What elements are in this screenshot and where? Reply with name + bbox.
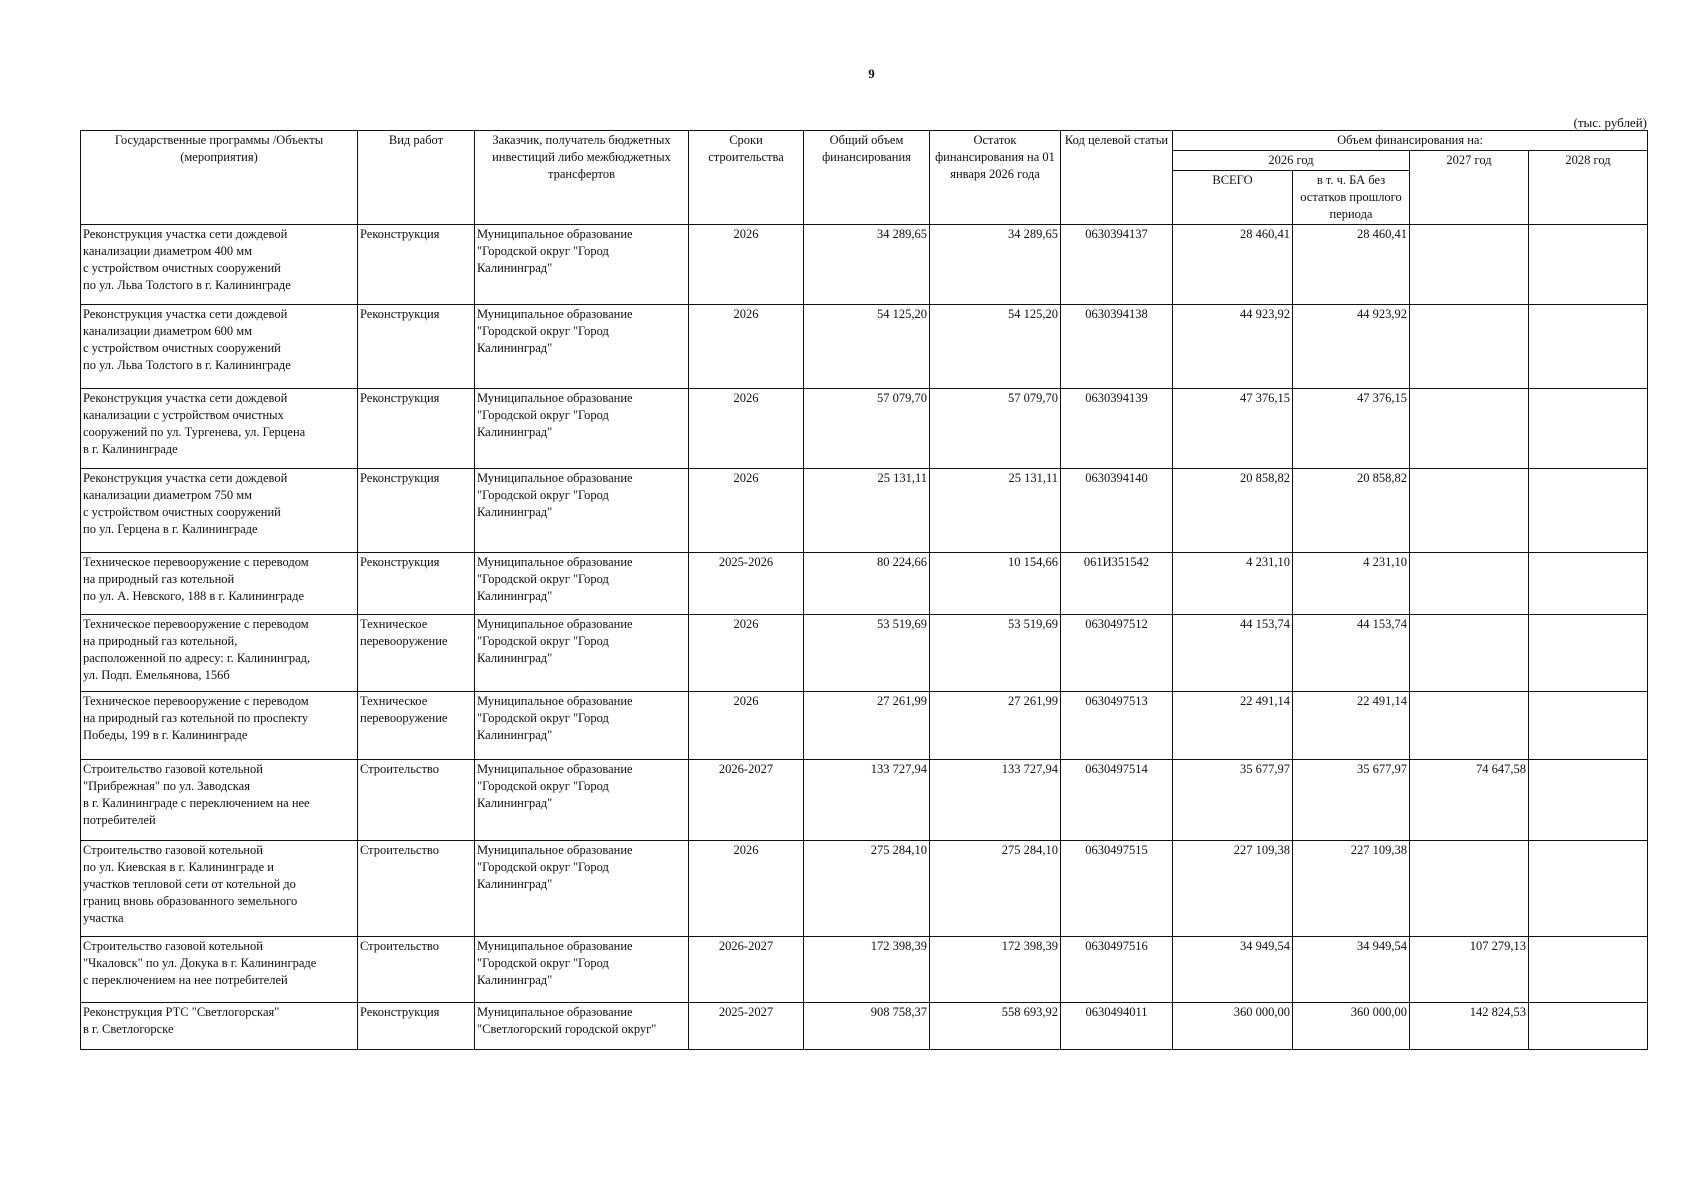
cell-code: 0630394139: [1061, 389, 1173, 469]
cell-2026-total: 47 376,15: [1173, 389, 1293, 469]
cell-2026-total: 22 491,14: [1173, 692, 1293, 760]
cell-2027: 74 647,58: [1410, 760, 1529, 841]
cell-work-type: Строительство: [358, 760, 475, 841]
cell-2026-ba: 47 376,15: [1293, 389, 1410, 469]
cell-period: 2026-2027: [689, 760, 804, 841]
cell-customer: Муниципальное образование "Городской округ "Город Калининград": [475, 553, 689, 615]
cell-remainder: 34 289,65: [930, 225, 1061, 305]
cell-customer: Муниципальное образование "Городской округ "Город Калининград": [475, 692, 689, 760]
cell-2028: [1529, 760, 1648, 841]
cell-2026-ba: 44 923,92: [1293, 305, 1410, 389]
cell-2026-total: 44 923,92: [1173, 305, 1293, 389]
cell-code: 0630497515: [1061, 841, 1173, 937]
cell-2026-total: 227 109,38: [1173, 841, 1293, 937]
cell-2026-ba: 28 460,41: [1293, 225, 1410, 305]
cell-work-type: Реконструкция: [358, 225, 475, 305]
cell-remainder: 10 154,66: [930, 553, 1061, 615]
cell-code: 0630394137: [1061, 225, 1173, 305]
table-row: [81, 760, 1648, 841]
page-number: 9: [868, 66, 875, 81]
header-funding: Объем финансирования на:: [1173, 131, 1648, 151]
cell-code: 0630394140: [1061, 469, 1173, 553]
units-label: (тыс. рублей): [1573, 115, 1647, 130]
cell-2026-ba: 20 858,82: [1293, 469, 1410, 553]
cell-total: 908 758,37: [804, 1003, 930, 1050]
cell-2027: [1410, 305, 1529, 389]
cell-remainder: 275 284,10: [930, 841, 1061, 937]
cell-work-type: Реконструкция: [358, 305, 475, 389]
cell-program: Реконструкция участка сети дождевой канализации диаметром 750 мм с устройством очистных сооружений по ул. Герцена в г. Калининграде: [83, 471, 288, 536]
cell-remainder: 57 079,70: [930, 389, 1061, 469]
cell-remainder: 172 398,39: [930, 937, 1061, 1003]
cell-program: Техническое перевооружение с переводом на природный газ котельной по проспекту Победы, 199 в г. Калининграде: [83, 694, 309, 742]
cell-2028: [1529, 469, 1648, 553]
cell-customer: Муниципальное образование "Городской округ "Город Калининград": [475, 389, 689, 469]
cell-remainder: 27 261,99: [930, 692, 1061, 760]
table-row: [81, 305, 1648, 389]
table-row: [81, 615, 1648, 692]
table-row: [81, 1003, 1648, 1050]
cell-2027: 142 824,53: [1410, 1003, 1529, 1050]
cell-2026-total: 360 000,00: [1173, 1003, 1293, 1050]
cell-customer: Муниципальное образование "Светлогорский городской округ": [475, 1003, 689, 1050]
cell-2026-ba: 44 153,74: [1293, 615, 1410, 692]
cell-2028: [1529, 692, 1648, 760]
cell-2026-ba: 34 949,54: [1293, 937, 1410, 1003]
cell-2027: [1410, 615, 1529, 692]
cell-2026-ba: 35 677,97: [1293, 760, 1410, 841]
header-2026-ba: в т. ч. БА без остатков прошлого периода: [1293, 171, 1410, 225]
cell-2027: [1410, 692, 1529, 760]
cell-work-type: Строительство: [358, 841, 475, 937]
cell-period: 2026: [689, 225, 804, 305]
cell-program: Строительство газовой котельной по ул. Киевская в г. Калининграде и участков тепловой сети от котельной до границ вновь образованного земельного участка: [83, 843, 298, 925]
cell-period: 2025-2026: [689, 553, 804, 615]
cell-remainder: 54 125,20: [930, 305, 1061, 389]
cell-2026-total: 34 949,54: [1173, 937, 1293, 1003]
header-customer: Заказчик, получатель бюджетных инвестиций либо межбюджетных трансфертов: [475, 131, 689, 225]
header-period: Сроки строительства: [689, 131, 804, 225]
cell-2028: [1529, 841, 1648, 937]
cell-2026-ba: 22 491,14: [1293, 692, 1410, 760]
table-row: [81, 469, 1648, 553]
cell-total: 133 727,94: [804, 760, 930, 841]
cell-2028: [1529, 305, 1648, 389]
cell-2027: [1410, 389, 1529, 469]
cell-customer: Муниципальное образование "Городской округ "Город Калининград": [475, 615, 689, 692]
cell-total: 80 224,66: [804, 553, 930, 615]
cell-2028: [1529, 225, 1648, 305]
cell-period: 2025-2027: [689, 1003, 804, 1050]
cell-total: 54 125,20: [804, 305, 930, 389]
cell-total: 57 079,70: [804, 389, 930, 469]
cell-work-type: Реконструкция: [358, 1003, 475, 1050]
cell-code: 0630497513: [1061, 692, 1173, 760]
cell-customer: Муниципальное образование "Городской округ "Город Калининград": [475, 225, 689, 305]
cell-2028: [1529, 937, 1648, 1003]
cell-2028: [1529, 1003, 1648, 1050]
cell-program: Реконструкция участка сети дождевой канализации с устройством очистных сооружений по ул. Тургенева, ул. Герцена в г. Калининграде: [83, 391, 306, 456]
cell-total: 27 261,99: [804, 692, 930, 760]
cell-customer: Муниципальное образование "Городской округ "Город Калининград": [475, 937, 689, 1003]
cell-code: 0630497516: [1061, 937, 1173, 1003]
cell-code: 0630394138: [1061, 305, 1173, 389]
cell-period: 2026: [689, 615, 804, 692]
cell-total: 34 289,65: [804, 225, 930, 305]
cell-program: Строительство газовой котельной "Чкаловск" по ул. Докука в г. Калининграде с переключением на нее потребителей: [83, 939, 317, 987]
cell-work-type: Реконструкция: [358, 553, 475, 615]
cell-customer: Муниципальное образование "Городской округ "Город Калининград": [475, 760, 689, 841]
cell-total: 172 398,39: [804, 937, 930, 1003]
cell-period: 2026: [689, 841, 804, 937]
header-program: Государственные программы /Объекты (мероприятия): [81, 131, 358, 225]
cell-2027: [1410, 553, 1529, 615]
cell-2026-total: 35 677,97: [1173, 760, 1293, 841]
header-year-2027: 2027 год: [1410, 151, 1529, 225]
cell-2026-total: 20 858,82: [1173, 469, 1293, 553]
cell-remainder: 133 727,94: [930, 760, 1061, 841]
financing-table: [80, 130, 1648, 1050]
header-total: Общий объем финансирования: [804, 131, 930, 225]
header-year-2026: 2026 год: [1173, 151, 1410, 171]
cell-2026-total: 44 153,74: [1173, 615, 1293, 692]
cell-period: 2026: [689, 692, 804, 760]
cell-code: 061И351542: [1061, 553, 1173, 615]
cell-remainder: 53 519,69: [930, 615, 1061, 692]
cell-program: Техническое перевооружение с переводом на природный газ котельной по ул. А. Невского, 188 в г. Калининграде: [83, 555, 309, 603]
cell-2027: [1410, 225, 1529, 305]
cell-period: 2026: [689, 305, 804, 389]
cell-2028: [1529, 615, 1648, 692]
cell-total: 275 284,10: [804, 841, 930, 937]
cell-program: Реконструкция участка сети дождевой канализации диаметром 600 мм с устройством очистных сооружений по ул. Льва Толстого в г. Калининграде: [83, 307, 291, 372]
cell-work-type: Строительство: [358, 937, 475, 1003]
cell-customer: Муниципальное образование "Городской округ "Город Калининград": [475, 841, 689, 937]
header-code: Код целевой статьи: [1061, 131, 1173, 225]
cell-remainder: 25 131,11: [930, 469, 1061, 553]
cell-2027: 107 279,13: [1410, 937, 1529, 1003]
table-row: [81, 841, 1648, 937]
cell-total: 25 131,11: [804, 469, 930, 553]
cell-2027: [1410, 841, 1529, 937]
cell-remainder: 558 693,92: [930, 1003, 1061, 1050]
cell-program: Техническое перевооружение с переводом на природный газ котельной, расположенной по адресу: г. Калининград, ул. Подп. Емельянова, 156б: [83, 617, 311, 682]
header-remainder: Остаток финансирования на 01 января 2026 года: [930, 131, 1061, 225]
cell-2028: [1529, 553, 1648, 615]
table-row: [81, 692, 1648, 760]
header-work-type: Вид работ: [358, 131, 475, 225]
table-row: [81, 389, 1648, 469]
cell-2026-ba: 4 231,10: [1293, 553, 1410, 615]
table-row: [81, 553, 1648, 615]
cell-work-type: Реконструкция: [358, 469, 475, 553]
cell-2026-ba: 360 000,00: [1293, 1003, 1410, 1050]
cell-period: 2026: [689, 389, 804, 469]
cell-period: 2026-2027: [689, 937, 804, 1003]
cell-2026-total: 28 460,41: [1173, 225, 1293, 305]
header-year-2028: 2028 год: [1529, 151, 1648, 225]
cell-program: Реконструкция участка сети дождевой канализации диаметром 400 мм с устройством очистных сооружений по ул. Льва Толстого в г. Калининграде: [83, 227, 291, 292]
cell-period: 2026: [689, 469, 804, 553]
table-row: [81, 937, 1648, 1003]
cell-work-type: Техническое перевооружение: [358, 615, 475, 692]
cell-2026-total: 4 231,10: [1173, 553, 1293, 615]
cell-code: 0630497512: [1061, 615, 1173, 692]
cell-work-type: Реконструкция: [358, 389, 475, 469]
cell-code: 0630497514: [1061, 760, 1173, 841]
cell-total: 53 519,69: [804, 615, 930, 692]
cell-customer: Муниципальное образование "Городской округ "Город Калининград": [475, 469, 689, 553]
cell-work-type: Техническое перевооружение: [358, 692, 475, 760]
cell-program: Реконструкция РТС "Светлогорская" в г. Светлогорске: [83, 1005, 280, 1036]
cell-2026-ba: 227 109,38: [1293, 841, 1410, 937]
header-2026-total: ВСЕГО: [1173, 171, 1293, 225]
cell-customer: Муниципальное образование "Городской округ "Город Калининград": [475, 305, 689, 389]
table-row: [81, 225, 1648, 305]
cell-2028: [1529, 389, 1648, 469]
cell-2027: [1410, 469, 1529, 553]
cell-program: Строительство газовой котельной "Прибрежная" по ул. Заводская в г. Калининграде с переключением на нее потребителей: [83, 762, 310, 827]
cell-code: 0630494011: [1061, 1003, 1173, 1050]
